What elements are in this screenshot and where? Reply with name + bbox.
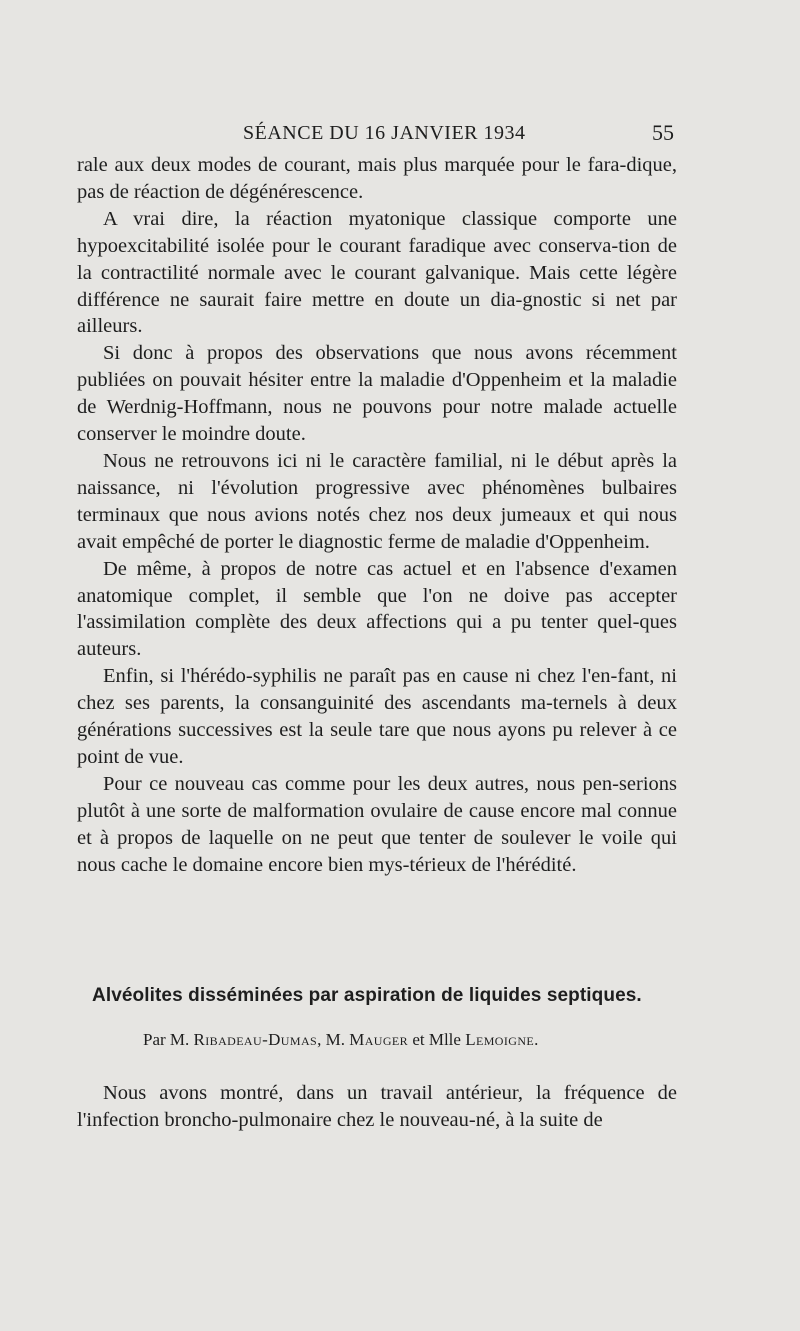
paragraph: Nous ne retrouvons ici ni le caractère familial, ni le début après la naissance, ni l'évolution progressive avec phénomènes bulbaires terminaux que nous avions notés chez nos deux jumeaux et qui nous avait empêché de porter le diagnostic ferme de maladie d'Oppenheim. [77,449,677,553]
authors-suffix: . [534,1030,539,1049]
paragraph: A vrai dire, la réaction myatonique classique comporte une hypoexcitabilité isolée pour le courant faradique avec conserva-tion de la contractilité normale avec le courant galvanique. Mais cette légère différence ne saurait faire mettre en doute un dia-gnostic si net par ailleurs. [77,207,677,338]
body-text [77,152,677,878]
paragraph: Si donc à propos des observations que nous avons récemment publiées on pouvait hésiter entre la maladie d'Oppenheim et la maladie de Werdnig-Hoffmann, nous ne pouvons pour notre malade actuelle conserver le moindre doute. [77,342,677,446]
author-name: Lemoigne [465,1030,535,1049]
author-name: Mauger [349,1030,409,1049]
paragraph: De même, à propos de notre cas actuel et en l'absence d'examen anatomique complet, il semble que l'on ne doive pas accepter l'assimilation complète des deux affections qui a pu tenter quel-ques auteurs. [77,557,677,661]
authors-separator: et Mlle [408,1030,461,1049]
authors-separator: , M. [317,1030,345,1049]
paragraph: rale aux deux modes de courant, mais plus marquée pour le fara-dique, pas de réaction de dégénérescence. [77,154,677,203]
page-header [0,118,800,152]
article-title: Alvéolites disséminées par aspiration de liquides septiques. [92,985,642,1006]
paragraph: Enfin, si l'hérédo-syphilis ne paraît pas en cause ni chez l'en-fant, ni chez ses parents, la consanguinité des ascendants ma-ternels à deux générations successives est la seule tare que nous ayons pu relever à ce point de vue. [77,665,677,768]
paragraph: Nous avons montré, dans un travail antérieur, la fréquence de l'infection broncho-pulmonaire chez le nouveau-né, à la suite de [77,1082,677,1131]
authors-prefix: Par M. [143,1030,190,1049]
author-name: Ribadeau-Dumas [193,1030,318,1049]
running-head: SÉANCE DU 16 JANVIER 1934 [243,122,526,144]
paragraph: Pour ce nouveau cas comme pour les deux autres, nous pen-serions plutôt à une sorte de malformation ovulaire de cause encore mal connue et à propos de laquelle on ne peut que tenter de soulever le voile qui nous cache le domaine encore bien mys-térieux de l'hérédité. [77,772,677,876]
article-authors [143,1030,663,1050]
page-number: 55 [652,120,674,145]
article-body [77,1080,677,1134]
